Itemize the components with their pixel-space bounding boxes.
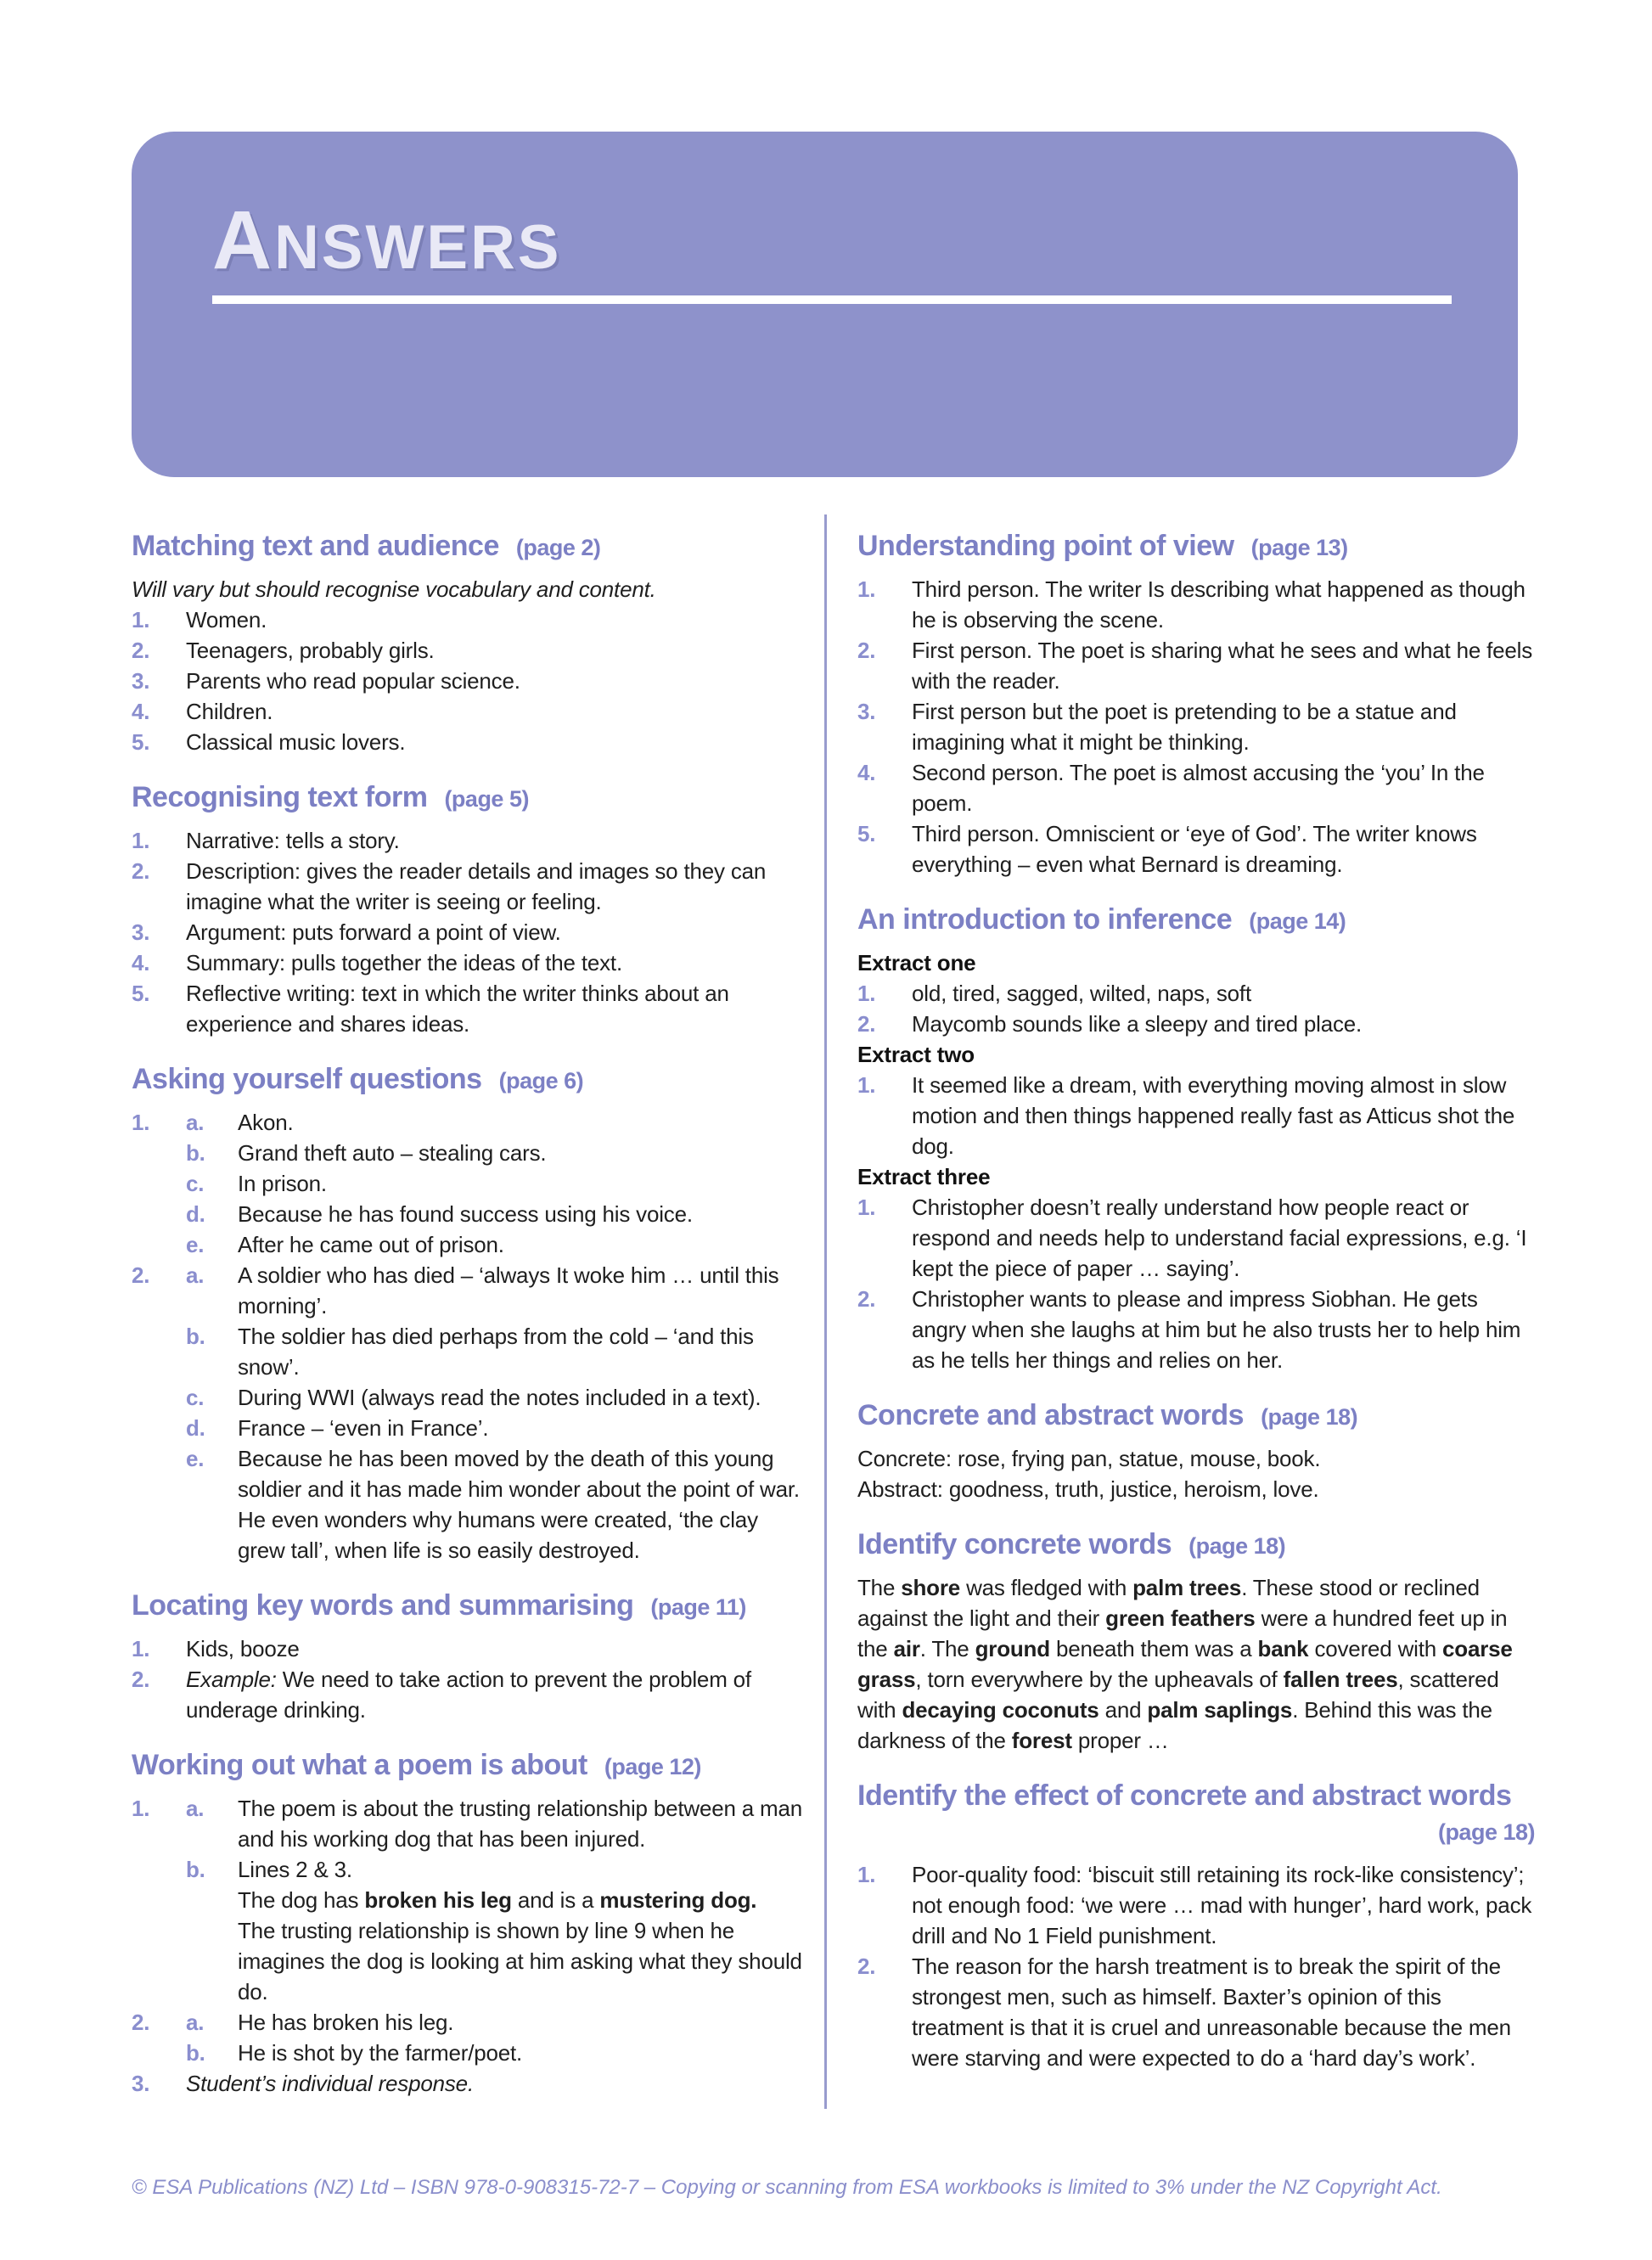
section-page-ref: (page 18) (1437, 1819, 1535, 1845)
item-text: Akon. (238, 1110, 294, 1135)
item-letter: b. (186, 1140, 205, 1166)
item-letter: a. (186, 1110, 205, 1135)
item-text-line: The trusting relationship is shown by line 9 when he imagines the dog is looking at him asking what they should do. (238, 1918, 802, 2004)
page-title (212, 193, 561, 288)
answers-column-right (857, 528, 1535, 2073)
extract-subhead: Extract three (857, 1164, 991, 1189)
item-text: Christopher wants to please and impress Siobhan. He gets angry when she laughs at him but he also trusts her to help him as he tells her things and relies on her. (912, 1286, 1521, 1373)
item-number: 1. (857, 1072, 876, 1098)
answer-item (857, 978, 1535, 1009)
answer-item (132, 696, 809, 727)
item-text: Student’s individual response. (186, 2071, 474, 2096)
item-number: 3. (132, 668, 150, 694)
item-number: 5. (132, 981, 150, 1006)
item-text: First person. The poet is sharing what he sees and what he feels with the reader. (912, 638, 1533, 694)
item-number: 2. (857, 638, 876, 663)
item-number: 2. (857, 1286, 876, 1312)
item-text: Poor-quality food: ‘biscuit still retaining its rock-like consistency’; not enough food: ‘we were … mad with hunger’, hard work, pack drill and No 1 Field punishment. (912, 1862, 1532, 1948)
item-text: France – ‘even in France’. (238, 1415, 489, 1441)
answer-item (132, 1633, 809, 1664)
section-page-ref: (page 18) (1261, 1404, 1358, 1430)
item-text: The soldier has died perhaps from the cold – ‘and this snow’. (238, 1324, 754, 1380)
item-text: The reason for the harsh treatment is to break the spirit of the strongest men, such as himself. Baxter’s opinion of this treatment is that it is cruel and unreasonable because the men were starving and were expected to do a ‘hard day’s work’. (912, 1954, 1511, 2071)
section-page-ref: (page 18) (1188, 1533, 1286, 1559)
item-letter: a. (186, 2010, 205, 2035)
section-title: An introduction to inference (857, 903, 1233, 936)
item-text: Narrative: tells a story. (186, 828, 400, 853)
item-number: 5. (132, 729, 150, 755)
section-title: Working out what a poem is about (132, 1749, 587, 1781)
item-number: 2. (132, 2010, 150, 2035)
answer-item (857, 1951, 1535, 2073)
item-letter: c. (186, 1171, 205, 1196)
item-text: Second person. The poet is almost accusing the ‘you’ In the poem. (912, 760, 1485, 816)
item-number: 3. (857, 699, 876, 724)
item-number: 4. (132, 699, 150, 724)
answer-section (132, 1747, 809, 2099)
answer-item (132, 727, 809, 757)
answer-item (132, 1229, 809, 1260)
answer-item (132, 947, 809, 978)
answer-item (132, 1793, 809, 1854)
item-letter: d. (186, 1415, 205, 1441)
section-title: Recognising text form (132, 781, 428, 813)
answer-section (132, 1061, 809, 1566)
section-heading (132, 1061, 809, 1099)
item-text: old, tired, sagged, wilted, naps, soft (912, 981, 1251, 1006)
item-letter: a. (186, 1796, 205, 1821)
extract-subhead: Extract two (857, 1042, 975, 1067)
answer-item (857, 1284, 1535, 1375)
answer-item (132, 2007, 809, 2038)
answer-paragraph: Concrete: rose, frying pan, statue, mouse, book. (857, 1446, 1321, 1471)
item-letter: e. (186, 1232, 205, 1257)
answers-header-panel (132, 132, 1518, 477)
answer-item (132, 2038, 809, 2068)
item-letter: b. (186, 2040, 205, 2066)
answer-item (132, 635, 809, 666)
extract-subhead: Extract one (857, 950, 976, 975)
item-number: 4. (132, 950, 150, 975)
answer-item (132, 2068, 809, 2099)
item-text: He has broken his leg. (238, 2010, 454, 2035)
item-letter: c. (186, 1385, 205, 1410)
answers-column-left (132, 528, 809, 2099)
answer-paragraph: The shore was fledged with palm trees. These stood or reclined against the light and their green feathers were a hundred feet up in the air. The ground beneath them was a bank covered with coarse grass, torn everywhere by the upheavals of fallen trees, scattered with decaying coconuts and palm saplings. Behind this was the darkness of the forest proper … (857, 1575, 1513, 1753)
item-number: 1. (132, 607, 150, 632)
answer-item (132, 1199, 809, 1229)
item-text: In prison. (238, 1171, 327, 1196)
item-text (238, 1854, 809, 2007)
item-number: 1. (857, 1195, 876, 1220)
answer-item (132, 1168, 809, 1199)
answer-item (132, 1321, 809, 1382)
item-text: Classical music lovers. (186, 729, 406, 755)
answer-item (132, 825, 809, 856)
section-page-ref: (page 2) (515, 535, 601, 560)
answer-item (132, 1382, 809, 1413)
item-letter: e. (186, 1446, 205, 1471)
answer-item (857, 1009, 1535, 1039)
section-page-ref: (page 11) (650, 1594, 746, 1620)
item-text: Kids, booze (186, 1636, 300, 1661)
section-title: Concrete and abstract words (857, 1399, 1245, 1431)
section-page-ref: (page 5) (444, 786, 529, 812)
item-number: 2. (132, 1262, 150, 1288)
section-heading (132, 1747, 809, 1785)
answer-item (132, 1664, 809, 1725)
item-number: 3. (132, 2071, 150, 2096)
title-underline (212, 295, 1452, 304)
answer-section (132, 779, 809, 1039)
item-letter: a. (186, 1262, 205, 1288)
answer-item (132, 1854, 809, 2007)
answer-paragraph: Will vary but should recognise vocabulary and content. (132, 576, 656, 602)
item-number: 2. (132, 858, 150, 884)
item-text: Women. (186, 607, 267, 632)
item-number: 2. (132, 638, 150, 663)
answer-section (857, 1397, 1535, 1504)
item-text: It seemed like a dream, with everything moving almost in slow motion and then things happened really fast as Atticus shot the dog. (912, 1072, 1515, 1159)
section-heading (857, 528, 1535, 565)
item-text: Because he has been moved by the death of this young soldier and it has made him wonder about the point of war. He even wonders why humans were created, ‘the clay grew tall’, when life is so easily destroyed. (238, 1446, 800, 1563)
answer-section (857, 1526, 1535, 1756)
section-title: Locating key words and summarising (132, 1589, 634, 1622)
answer-item (857, 1070, 1535, 1161)
item-number: 1. (132, 828, 150, 853)
item-number: 1. (132, 1110, 150, 1135)
item-text: A soldier who has died – ‘always It woke him … until this morning’. (238, 1262, 779, 1318)
answer-item (857, 1859, 1535, 1951)
section-heading (857, 902, 1535, 939)
item-text: Third person. Omniscient or ‘eye of God’. The writer knows everything – even what Bernard is dreaming. (912, 821, 1477, 877)
section-heading (132, 528, 809, 565)
item-number: 1. (132, 1636, 150, 1661)
answer-item (857, 696, 1535, 757)
answer-section (132, 528, 809, 757)
item-number: 3. (132, 919, 150, 945)
answer-item (132, 604, 809, 635)
copyright-footer: © ESA Publications (NZ) Ltd – ISBN 978-0-908315-72-7 – Copying or scanning from ESA workbooks is limited to 3% under the NZ Copyright Act. (132, 2176, 1442, 2199)
answer-paragraph: Abstract: goodness, truth, justice, heroism, love. (857, 1476, 1319, 1502)
answer-item (132, 978, 809, 1039)
section-heading (857, 1526, 1535, 1564)
section-heading (857, 1778, 1535, 1851)
section-heading (857, 1397, 1535, 1435)
item-number: 1. (857, 576, 876, 602)
item-letter: d. (186, 1201, 205, 1227)
item-text: Grand theft auto – stealing cars. (238, 1140, 547, 1166)
section-page-ref: (page 6) (498, 1068, 584, 1093)
page-title-initial: A (212, 194, 275, 286)
answer-section (132, 1588, 809, 1725)
section-heading (132, 779, 809, 817)
section-page-ref: (page 14) (1249, 908, 1346, 934)
answer-item (132, 856, 809, 917)
item-text: After he came out of prison. (238, 1232, 504, 1257)
answer-item (857, 1192, 1535, 1284)
answer-section (857, 902, 1535, 1375)
section-page-ref: (page 12) (604, 1754, 701, 1779)
item-text: First person but the poet is pretending to be a statue and imagining what it might be thinking. (912, 699, 1457, 755)
item-text: The poem is about the trusting relationship between a man and his working dog that has been injured. (238, 1796, 803, 1852)
item-text: Example: We need to take action to prevent the problem of underage drinking. (186, 1667, 751, 1723)
item-number: 1. (857, 1862, 876, 1887)
item-text: Because he has found success using his voice. (238, 1201, 693, 1227)
answer-item (132, 1260, 809, 1321)
answer-item (132, 1138, 809, 1168)
item-text: Reflective writing: text in which the writer thinks about an experience and shares ideas. (186, 981, 729, 1037)
item-text: Parents who read popular science. (186, 668, 520, 694)
item-text: Third person. The writer Is describing what happened as though he is observing the scene. (912, 576, 1526, 632)
item-number: 1. (857, 981, 876, 1006)
item-letter: b. (186, 1857, 205, 1882)
item-letter: b. (186, 1324, 205, 1349)
item-text: Teenagers, probably girls. (186, 638, 435, 663)
answer-item (857, 635, 1535, 696)
answer-section (857, 1778, 1535, 2073)
answer-item (132, 1413, 809, 1443)
item-number: 5. (857, 821, 876, 846)
item-text: Summary: pulls together the ideas of the text. (186, 950, 622, 975)
item-text: Children. (186, 699, 273, 724)
answer-item (132, 666, 809, 696)
item-number: 2. (857, 1954, 876, 1979)
item-number: 4. (857, 760, 876, 785)
item-number: 2. (132, 1667, 150, 1692)
item-text: Description: gives the reader details and images so they can imagine what the writer is seeing or feeling. (186, 858, 767, 914)
item-text-line: Lines 2 & 3. (238, 1857, 352, 1882)
section-title: Understanding point of view (857, 530, 1234, 562)
answer-item (132, 1443, 809, 1566)
answer-item (857, 757, 1535, 818)
item-text-line: The dog has broken his leg and is a mustering dog. (238, 1887, 757, 1913)
answer-section (857, 528, 1535, 880)
column-divider (824, 514, 827, 2109)
item-text: During WWI (always read the notes included in a text). (238, 1385, 761, 1410)
page-title-rest: NSWERS (274, 213, 562, 282)
answer-item (132, 1107, 809, 1138)
item-text: Argument: puts forward a point of view. (186, 919, 561, 945)
section-heading (132, 1588, 809, 1625)
section-page-ref: (page 13) (1250, 535, 1348, 560)
answer-item (857, 574, 1535, 635)
item-text: He is shot by the farmer/poet. (238, 2040, 523, 2066)
item-text: Christopher doesn’t really understand how people react or respond and needs help to understand facial expressions, e.g. ‘I kept the piece of paper … saying’. (912, 1195, 1527, 1281)
section-title: Identify concrete words (857, 1528, 1172, 1560)
section-title: Identify the effect of concrete and abstract words (857, 1779, 1512, 1812)
answer-item (857, 818, 1535, 880)
section-title: Asking yourself questions (132, 1063, 482, 1095)
answer-item (132, 917, 809, 947)
item-number: 2. (857, 1011, 876, 1037)
item-text: Maycomb sounds like a sleepy and tired place. (912, 1011, 1363, 1037)
section-title: Matching text and audience (132, 530, 499, 562)
item-number: 1. (132, 1796, 150, 1821)
